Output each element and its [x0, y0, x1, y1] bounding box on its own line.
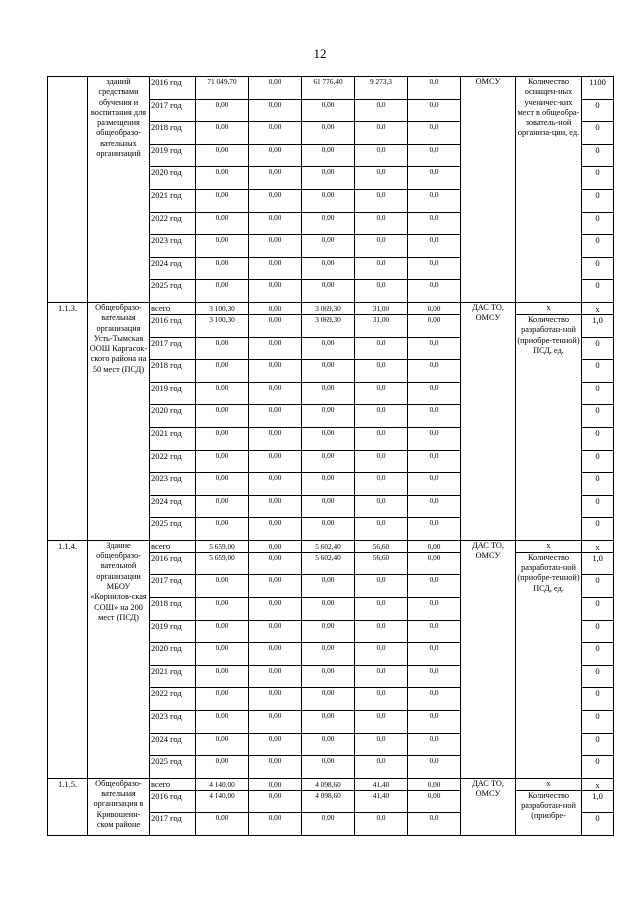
item-number: 1.1.3. [48, 302, 88, 540]
executor-cell: ДАС ТО, ОМСУ [461, 778, 516, 835]
item-number [48, 77, 88, 303]
amount-cell: 0,00 [249, 688, 302, 711]
indicator-value-cell: 0 [582, 620, 614, 643]
amount-cell: 0,0 [355, 620, 408, 643]
amount-cell: 0,00 [302, 665, 355, 688]
amount-cell: 0,00 [196, 167, 249, 190]
amount-cell: 0,00 [249, 733, 302, 756]
amount-cell: 0,00 [249, 99, 302, 122]
amount-cell: 0,0 [355, 167, 408, 190]
amount-cell: 0,00 [302, 813, 355, 836]
amount-cell: 0,00 [249, 314, 302, 337]
amount-cell: 3 100,30 [196, 302, 249, 314]
indicator-value-cell: х [582, 540, 614, 552]
amount-cell: 0,00 [249, 598, 302, 621]
amount-cell: 5 602,40 [302, 552, 355, 575]
year-cell: 2017 год [150, 337, 196, 360]
indicator-value-cell: 0 [582, 665, 614, 688]
year-cell: 2018 год [150, 598, 196, 621]
year-cell: 2025 год [150, 756, 196, 779]
amount-cell: 0,00 [249, 495, 302, 518]
indicator-value-cell: 0 [582, 212, 614, 235]
indicator-value-cell: 0 [582, 99, 614, 122]
amount-cell: 0,00 [196, 665, 249, 688]
amount-cell: 0,00 [196, 643, 249, 666]
amount-cell: 0,0 [355, 518, 408, 541]
indicator-value-cell: 0 [582, 427, 614, 450]
year-cell: 2023 год [150, 473, 196, 496]
amount-cell: 61 776,40 [302, 77, 355, 100]
amount-cell: 0,00 [196, 235, 249, 258]
amount-cell: 0,00 [196, 756, 249, 779]
amount-cell: 5 602,40 [302, 540, 355, 552]
amount-cell: 0,00 [249, 212, 302, 235]
indicator-total-cell: х [516, 302, 582, 314]
amount-cell: 0,00 [302, 688, 355, 711]
year-cell: 2018 год [150, 360, 196, 383]
item-name: Здание общеобразо-вательной организации МБОУ «Корнилов-ская СОШ» на 200 мест (ПСД) [88, 540, 150, 778]
amount-cell: 0,00 [196, 620, 249, 643]
amount-cell: 0,0 [355, 337, 408, 360]
amount-cell: 0,0 [355, 427, 408, 450]
amount-cell: 0,0 [355, 257, 408, 280]
amount-cell: 0,00 [249, 427, 302, 450]
amount-cell: 0,00 [196, 382, 249, 405]
year-cell: 2017 год [150, 99, 196, 122]
year-cell: 2019 год [150, 144, 196, 167]
amount-cell: 0,0 [355, 122, 408, 145]
item-number: 1.1.5. [48, 778, 88, 835]
indicator-name-cell: Количество разработан-ной (приобре-тенной) ПСД, ед. [516, 552, 582, 778]
amount-cell: 0,0 [408, 518, 461, 541]
amount-cell: 0,0 [355, 212, 408, 235]
amount-cell: 3 069,30 [302, 302, 355, 314]
amount-cell: 4 098,60 [302, 778, 355, 790]
table-row [48, 77, 614, 100]
amount-cell: 0,00 [196, 813, 249, 836]
amount-cell: 0,00 [249, 167, 302, 190]
amount-cell: 0,00 [196, 337, 249, 360]
amount-cell: 31,00 [355, 314, 408, 337]
amount-cell: 0,00 [196, 360, 249, 383]
amount-cell: 0,00 [196, 711, 249, 734]
amount-cell: 0,00 [249, 77, 302, 100]
amount-cell: 3 100,30 [196, 314, 249, 337]
amount-cell: 0,0 [408, 99, 461, 122]
amount-cell: 0,00 [302, 427, 355, 450]
amount-cell: 0,0 [355, 495, 408, 518]
amount-cell: 0,00 [196, 257, 249, 280]
amount-cell: 0,0 [408, 257, 461, 280]
amount-cell: 0,00 [196, 212, 249, 235]
amount-cell: 0,00 [196, 575, 249, 598]
amount-cell: 0,0 [408, 688, 461, 711]
amount-cell: 0,00 [196, 473, 249, 496]
amount-cell: 0,00 [302, 518, 355, 541]
item-name: Общеобразо-вательная организация в Кривошеин-ском районе [88, 778, 150, 835]
amount-cell: 0,00 [302, 756, 355, 779]
indicator-total-cell: х [516, 778, 582, 790]
amount-cell: 0,00 [302, 711, 355, 734]
amount-cell: 0,00 [249, 302, 302, 314]
year-cell: 2022 год [150, 688, 196, 711]
indicator-value-cell: 0 [582, 189, 614, 212]
indicator-value-cell: 0 [582, 235, 614, 258]
indicator-value-cell: 0 [582, 257, 614, 280]
amount-cell: 0,00 [249, 575, 302, 598]
amount-cell: 4 140,00 [196, 790, 249, 813]
amount-cell: 0,00 [302, 473, 355, 496]
amount-cell: 5 659,00 [196, 552, 249, 575]
year-cell: 2019 год [150, 382, 196, 405]
amount-cell: 0,0 [355, 405, 408, 428]
amount-cell: 0,00 [196, 733, 249, 756]
program-table [47, 76, 614, 836]
amount-cell: 0,00 [302, 620, 355, 643]
year-cell: 2019 год [150, 620, 196, 643]
amount-cell: 0,00 [196, 518, 249, 541]
amount-cell: 0,00 [302, 733, 355, 756]
amount-cell: 0,0 [408, 144, 461, 167]
amount-cell: 71 049,70 [196, 77, 249, 100]
amount-cell: 0,0 [355, 235, 408, 258]
year-cell: всего [150, 302, 196, 314]
amount-cell: 0,0 [408, 405, 461, 428]
amount-cell: 0,00 [302, 212, 355, 235]
amount-cell: 0,00 [249, 144, 302, 167]
amount-cell: 0,0 [408, 598, 461, 621]
amount-cell: 0,00 [249, 790, 302, 813]
amount-cell: 0,0 [408, 450, 461, 473]
item-name: Общеобразо-вательная организация Усть-Тымская ООШ Каргасок-ского района на 50 мест (ПСД) [88, 302, 150, 540]
amount-cell: 0,0 [355, 733, 408, 756]
year-cell: 2017 год [150, 813, 196, 836]
amount-cell: 0,00 [249, 813, 302, 836]
item-name: зданий средствами обучения и воспитания для размещения общеобразо-вательных организаций [88, 77, 150, 303]
amount-cell: 0,0 [408, 167, 461, 190]
amount-cell: 0,0 [408, 665, 461, 688]
amount-cell: 0,00 [249, 122, 302, 145]
amount-cell: 0,00 [408, 790, 461, 813]
indicator-value-cell: 1,0 [582, 314, 614, 337]
amount-cell: 0,00 [302, 598, 355, 621]
amount-cell: 0,0 [408, 235, 461, 258]
indicator-value-cell: 0 [582, 337, 614, 360]
indicator-value-cell: 0 [582, 518, 614, 541]
year-cell: 2024 год [150, 495, 196, 518]
amount-cell: 0,00 [408, 314, 461, 337]
amount-cell: 0,00 [302, 144, 355, 167]
indicator-value-cell: 0 [582, 711, 614, 734]
amount-cell: 0,0 [408, 427, 461, 450]
indicator-value-cell: 0 [582, 360, 614, 383]
year-cell: 2016 год [150, 314, 196, 337]
amount-cell: 0,00 [249, 711, 302, 734]
indicator-value-cell: 1,0 [582, 552, 614, 575]
year-cell: 2021 год [150, 189, 196, 212]
indicator-value-cell: 0 [582, 495, 614, 518]
indicator-value-cell: 0 [582, 280, 614, 303]
indicator-value-cell: 0 [582, 643, 614, 666]
amount-cell: 41,40 [355, 790, 408, 813]
amount-cell: 56,60 [355, 552, 408, 575]
indicator-value-cell: 1,0 [582, 790, 614, 813]
page-number: 12 [313, 46, 327, 61]
amount-cell: 0,0 [408, 382, 461, 405]
amount-cell: 0,00 [196, 189, 249, 212]
amount-cell: 0,0 [355, 756, 408, 779]
amount-cell: 0,0 [408, 620, 461, 643]
amount-cell: 0,00 [249, 778, 302, 790]
amount-cell: 0,0 [408, 495, 461, 518]
year-cell: 2020 год [150, 643, 196, 666]
indicator-name-cell: Количество разработан-ной (приобре-тенной) ПСД, ед. [516, 314, 582, 540]
amount-cell: 0,00 [196, 99, 249, 122]
amount-cell: 0,00 [302, 337, 355, 360]
indicator-value-cell: 0 [582, 405, 614, 428]
indicator-name-cell: Количество оснащен-ных ученичес-ких мест в общеобра-зователь-ной организа-ции, ед. [516, 77, 582, 303]
amount-cell: 0,00 [249, 280, 302, 303]
year-cell: 2021 год [150, 427, 196, 450]
amount-cell: 0,00 [249, 257, 302, 280]
year-cell: 2022 год [150, 212, 196, 235]
amount-cell: 0,00 [302, 257, 355, 280]
indicator-value-cell: 0 [582, 756, 614, 779]
year-cell: 2020 год [150, 167, 196, 190]
amount-cell: 0,00 [408, 778, 461, 790]
year-cell: 2020 год [150, 405, 196, 428]
year-cell: всего [150, 540, 196, 552]
indicator-value-cell: 0 [582, 813, 614, 836]
indicator-total-cell: х [516, 540, 582, 552]
indicator-name-cell: Количество разработан-ной (приобре- [516, 790, 582, 835]
indicator-value-cell: 0 [582, 688, 614, 711]
amount-cell: 0,0 [408, 756, 461, 779]
amount-cell: 0,00 [302, 280, 355, 303]
amount-cell: 0,00 [302, 167, 355, 190]
indicator-value-cell: 0 [582, 733, 614, 756]
amount-cell: 0,00 [302, 99, 355, 122]
amount-cell: 0,00 [196, 450, 249, 473]
year-cell: всего [150, 778, 196, 790]
amount-cell: 0,0 [408, 189, 461, 212]
amount-cell: 0,00 [249, 337, 302, 360]
year-cell: 2023 год [150, 235, 196, 258]
indicator-value-cell: 0 [582, 473, 614, 496]
amount-cell: 0,00 [196, 598, 249, 621]
amount-cell: 4 098,60 [302, 790, 355, 813]
amount-cell: 0,00 [249, 189, 302, 212]
amount-cell: 41,40 [355, 778, 408, 790]
amount-cell: 0,0 [355, 360, 408, 383]
amount-cell: 0,00 [249, 756, 302, 779]
year-cell: 2023 год [150, 711, 196, 734]
amount-cell: 0,0 [355, 711, 408, 734]
amount-cell: 4 140,00 [196, 778, 249, 790]
amount-cell: 0,00 [302, 643, 355, 666]
indicator-value-cell: 0 [582, 144, 614, 167]
amount-cell: 0,0 [408, 122, 461, 145]
amount-cell: 0,0 [408, 643, 461, 666]
indicator-value-cell: х [582, 778, 614, 790]
amount-cell: 0,0 [355, 144, 408, 167]
table-row-total [48, 302, 614, 314]
table-row-total [48, 540, 614, 552]
amount-cell: 0,00 [249, 643, 302, 666]
amount-cell: 0,0 [355, 643, 408, 666]
amount-cell: 0,0 [408, 473, 461, 496]
indicator-value-cell: 0 [582, 575, 614, 598]
amount-cell: 0,0 [355, 382, 408, 405]
amount-cell: 0,00 [196, 405, 249, 428]
indicator-value-cell: х [582, 302, 614, 314]
indicator-value-cell: 0 [582, 382, 614, 405]
amount-cell: 0,00 [302, 235, 355, 258]
amount-cell: 0,00 [302, 122, 355, 145]
amount-cell: 0,00 [196, 280, 249, 303]
amount-cell: 0,00 [249, 360, 302, 383]
amount-cell: 0,00 [249, 450, 302, 473]
amount-cell: 0,0 [355, 665, 408, 688]
indicator-value-cell: 0 [582, 167, 614, 190]
amount-cell: 0,0 [408, 337, 461, 360]
amount-cell: 0,00 [196, 144, 249, 167]
year-cell: 2025 год [150, 518, 196, 541]
amount-cell: 0,00 [249, 518, 302, 541]
year-cell: 2017 год [150, 575, 196, 598]
amount-cell: 9 273,3 [355, 77, 408, 100]
year-cell: 2018 год [150, 122, 196, 145]
amount-cell: 0,00 [196, 495, 249, 518]
amount-cell: 0,0 [355, 688, 408, 711]
amount-cell: 0,00 [302, 405, 355, 428]
amount-cell: 0,00 [249, 620, 302, 643]
amount-cell: 0,0 [408, 575, 461, 598]
amount-cell: 0,00 [249, 235, 302, 258]
year-cell: 2016 год [150, 790, 196, 813]
amount-cell: 0,00 [196, 427, 249, 450]
amount-cell: 0,00 [249, 473, 302, 496]
amount-cell: 0,00 [408, 540, 461, 552]
amount-cell: 0,00 [302, 575, 355, 598]
year-cell: 2016 год [150, 552, 196, 575]
indicator-value-cell: 0 [582, 122, 614, 145]
amount-cell: 0,00 [249, 540, 302, 552]
amount-cell: 0,0 [408, 733, 461, 756]
amount-cell: 31,00 [355, 302, 408, 314]
year-cell: 2021 год [150, 665, 196, 688]
year-cell: 2024 год [150, 733, 196, 756]
amount-cell: 0,0 [408, 212, 461, 235]
amount-cell: 0,0 [355, 99, 408, 122]
amount-cell: 0,00 [249, 405, 302, 428]
amount-cell: 0,0 [408, 77, 461, 100]
amount-cell: 0,0 [355, 450, 408, 473]
amount-cell: 0,0 [355, 598, 408, 621]
amount-cell: 5 659,00 [196, 540, 249, 552]
indicator-value-cell: 1100 [582, 77, 614, 100]
amount-cell: 3 069,30 [302, 314, 355, 337]
year-cell: 2024 год [150, 257, 196, 280]
amount-cell: 0,00 [302, 360, 355, 383]
amount-cell: 0,00 [196, 122, 249, 145]
year-cell: 2025 год [150, 280, 196, 303]
amount-cell: 0,00 [196, 688, 249, 711]
amount-cell: 0,0 [355, 189, 408, 212]
amount-cell: 0,00 [249, 665, 302, 688]
year-cell: 2016 год [150, 77, 196, 100]
amount-cell: 0,00 [302, 450, 355, 473]
table-row-total [48, 778, 614, 790]
year-cell: 2022 год [150, 450, 196, 473]
amount-cell: 0,0 [408, 280, 461, 303]
executor-cell: ОМСУ [461, 77, 516, 303]
amount-cell: 0,0 [408, 360, 461, 383]
amount-cell: 0,00 [302, 382, 355, 405]
item-number: 1.1.4. [48, 540, 88, 778]
amount-cell: 0,00 [408, 302, 461, 314]
amount-cell: 0,00 [249, 382, 302, 405]
executor-cell: ДАС ТО, ОМСУ [461, 302, 516, 540]
indicator-value-cell: 0 [582, 598, 614, 621]
amount-cell: 0,00 [302, 189, 355, 212]
amount-cell: 0,00 [408, 552, 461, 575]
amount-cell: 0,0 [355, 813, 408, 836]
executor-cell: ДАС ТО, ОМСУ [461, 540, 516, 778]
amount-cell: 0,00 [249, 552, 302, 575]
amount-cell: 0,0 [355, 473, 408, 496]
table-body [48, 77, 614, 836]
amount-cell: 0,0 [408, 813, 461, 836]
amount-cell: 0,0 [355, 575, 408, 598]
amount-cell: 56,60 [355, 540, 408, 552]
amount-cell: 0,0 [408, 711, 461, 734]
amount-cell: 0,0 [355, 280, 408, 303]
indicator-value-cell: 0 [582, 450, 614, 473]
amount-cell: 0,00 [302, 495, 355, 518]
